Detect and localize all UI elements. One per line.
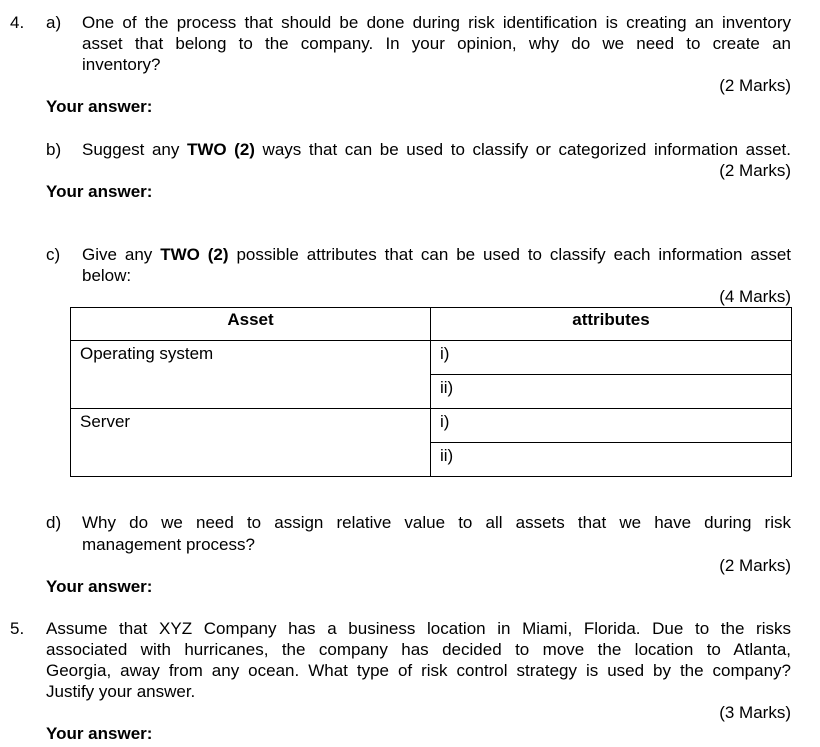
part-a-label: a) <box>46 13 62 32</box>
question-5-answer-label: Your answer: <box>46 724 153 743</box>
part-b-text-pre: Suggest any <box>82 140 187 159</box>
table-row <box>71 341 792 375</box>
part-c-text-bold: TWO (2) <box>160 245 229 264</box>
table-header-attributes: attributes <box>431 308 792 341</box>
question-5-line-2: associated with hurricanes, the company has decided to move the location to Atlanta, <box>46 640 791 659</box>
question-5-number: 5. <box>10 619 25 638</box>
attribute-cell[interactable]: ii) <box>431 443 792 477</box>
part-b-marks: (2 Marks) <box>719 161 791 180</box>
part-c-text-post: possible attributes that can be used to classify each information asset <box>228 245 792 264</box>
question-5-marks: (3 Marks) <box>719 703 791 722</box>
question-5-line-3: Georgia, away from any ocean. What type of risk control strategy is used by the company? <box>46 661 791 680</box>
attribute-cell[interactable]: i) <box>431 341 792 375</box>
question-5-line-1: Assume that XYZ Company has a business location in Miami, Florida. Due to the risks <box>46 619 791 638</box>
part-b-text <box>82 139 791 160</box>
part-d-marks: (2 Marks) <box>719 556 791 575</box>
part-d-line-2: management process? <box>82 535 255 554</box>
part-c-line-1 <box>82 244 791 265</box>
part-b-text-bold: TWO (2) <box>186 140 255 159</box>
part-c-text-pre: Give any <box>82 245 161 264</box>
part-c-line-2: below: <box>82 266 132 285</box>
question-4-number: 4. <box>10 13 25 32</box>
part-b-answer-label: Your answer: <box>46 182 153 201</box>
asset-attributes-table <box>70 307 792 477</box>
part-a-marks: (2 Marks) <box>719 76 791 95</box>
part-a-line-2: asset that belong to the company. In your opinion, why do we need to create an <box>82 34 791 53</box>
attribute-cell[interactable]: ii) <box>431 375 792 409</box>
part-d-label: d) <box>46 513 62 532</box>
table-row <box>71 409 792 443</box>
part-a-answer-label: Your answer: <box>46 97 153 116</box>
part-b-label: b) <box>46 140 62 159</box>
asset-cell-server: Server <box>71 409 431 477</box>
part-c-label: c) <box>46 245 61 264</box>
question-5-line-4: Justify your answer. <box>46 682 196 701</box>
table-header-row <box>71 308 792 341</box>
part-d-answer-label: Your answer: <box>46 577 153 596</box>
table-header-asset: Asset <box>71 308 431 341</box>
part-a-line-3: inventory? <box>82 55 161 74</box>
part-c-marks: (4 Marks) <box>719 287 791 306</box>
part-b-text-post: ways that can be used to classify or categorized information asset. <box>254 140 791 159</box>
part-d-line-1: Why do we need to assign relative value to all assets that we have during risk <box>82 513 791 532</box>
attribute-cell[interactable]: i) <box>431 409 792 443</box>
asset-cell-operating-system: Operating system <box>71 341 431 409</box>
part-a-line-1: One of the process that should be done during risk identification is creating an inventory <box>82 13 791 32</box>
